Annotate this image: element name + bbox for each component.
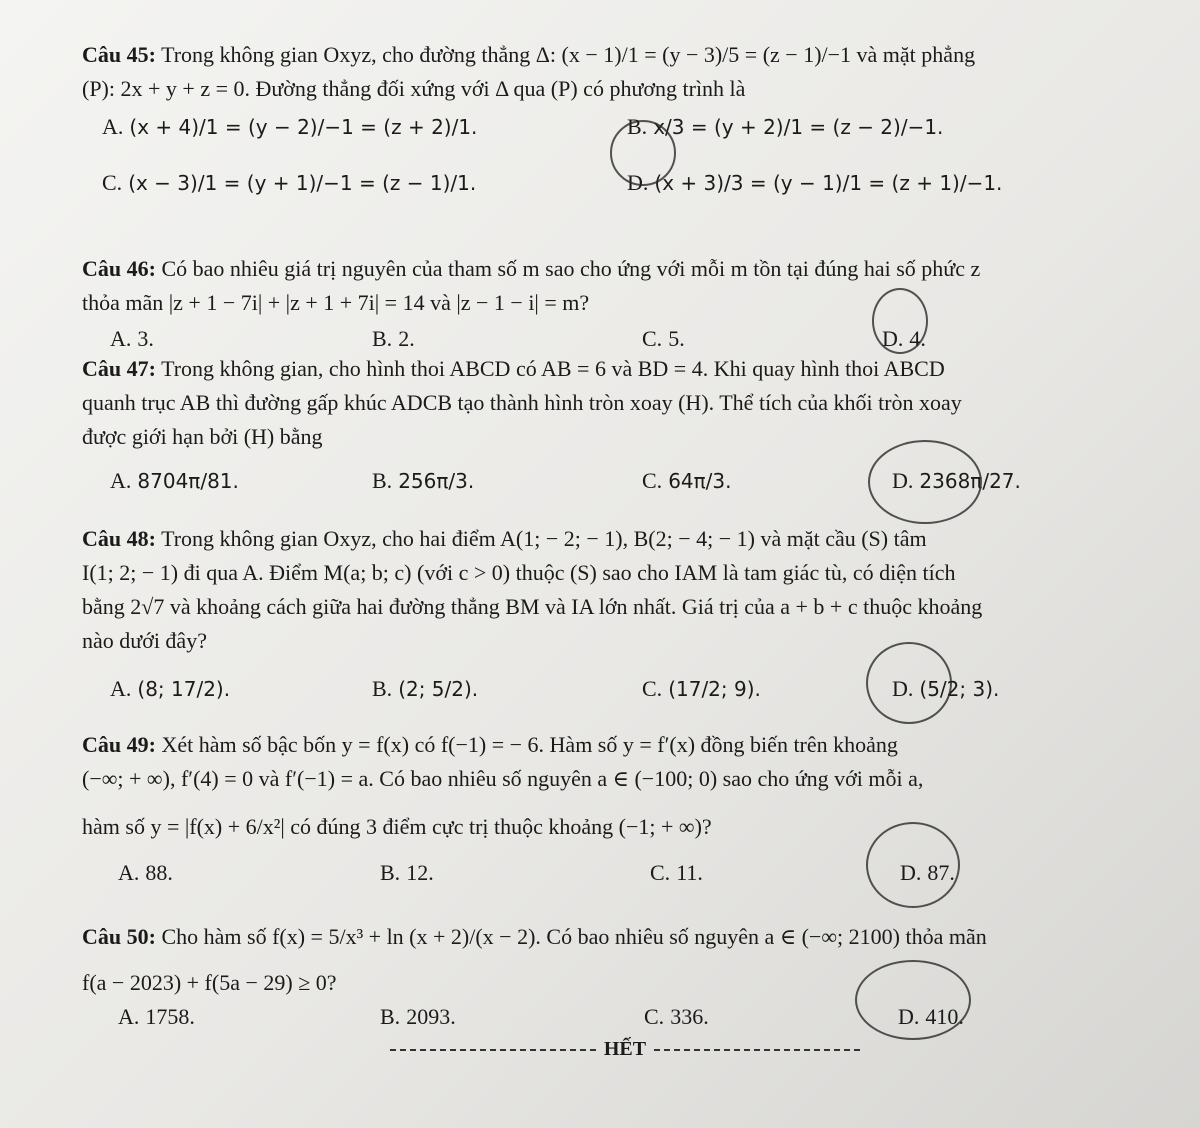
question-46 bbox=[82, 252, 1140, 360]
question-45 bbox=[82, 38, 1140, 222]
question-text: nào dưới đây? bbox=[82, 628, 207, 653]
question-text: Xét hàm số bậc bốn y = f(x) có f(−1) = − 6. Hàm số y = f′(x) đồng biến trên khoảng bbox=[161, 732, 898, 757]
option-b[interactable]: B. 12. bbox=[380, 860, 434, 885]
option-d[interactable]: D. 410. bbox=[898, 1004, 964, 1029]
question-text: I(1; 2; − 1) đi qua A. Điểm M(a; b; c) (với c > 0) thuộc (S) sao cho IAM là tam giác tù, có diện tích bbox=[82, 560, 956, 585]
option-b[interactable]: B. 2. bbox=[372, 326, 415, 351]
question-50 bbox=[82, 920, 1140, 1038]
question-label: Câu 49: bbox=[82, 732, 156, 757]
option-d[interactable]: D. 87. bbox=[900, 860, 955, 885]
question-47 bbox=[82, 352, 1140, 520]
divider bbox=[390, 1049, 596, 1051]
option-a[interactable]: A. 88. bbox=[118, 860, 173, 885]
option-a[interactable]: A. (x + 4)/1 = (y − 2)/−1 = (z + 2)/1. bbox=[102, 114, 478, 139]
question-label: Câu 46: bbox=[82, 256, 156, 281]
question-text: thỏa mãn |z + 1 − 7i| + |z + 1 + 7i| = 14 và |z − 1 − i| = m? bbox=[82, 290, 590, 315]
answer-mark-circle bbox=[866, 642, 952, 724]
option-d[interactable]: D. 2368π/27. bbox=[892, 468, 1021, 493]
answer-mark-circle bbox=[868, 440, 982, 524]
question-text: f(a − 2023) + f(5a − 29) ≥ 0? bbox=[82, 970, 337, 995]
end-marker bbox=[390, 1038, 860, 1061]
option-a[interactable]: A. 3. bbox=[110, 326, 154, 351]
option-b[interactable]: B. (2; 5/2). bbox=[372, 676, 479, 701]
option-d[interactable]: D. (5/2; 3). bbox=[892, 676, 1000, 701]
option-d[interactable]: D. 4. bbox=[882, 326, 926, 351]
option-c[interactable]: C. (17/2; 9). bbox=[642, 676, 761, 701]
options-row bbox=[82, 166, 1140, 222]
question-text: Trong không gian, cho hình thoi ABCD có AB = 6 và BD = 4. Khi quay hình thoi ABCD bbox=[161, 356, 945, 381]
answer-mark-circle bbox=[855, 960, 971, 1040]
option-b[interactable]: B. 256π/3. bbox=[372, 468, 475, 493]
question-text: (P): 2x + y + z = 0. Đường thẳng đối xứng với Δ qua (P) có phương trình là bbox=[82, 76, 746, 101]
option-d[interactable]: D. (x + 3)/3 = (y − 1)/1 = (z + 1)/−1. bbox=[627, 170, 1003, 195]
divider bbox=[654, 1049, 860, 1051]
option-a[interactable]: A. 1758. bbox=[118, 1004, 195, 1029]
question-text: Trong không gian Oxyz, cho hai điểm A(1; − 2; − 1), B(2; − 4; − 1) và mặt cầu (S) tâm bbox=[161, 526, 927, 551]
question-48 bbox=[82, 522, 1140, 728]
question-label: Câu 47: bbox=[82, 356, 156, 381]
options-row bbox=[82, 672, 1140, 728]
question-49 bbox=[82, 728, 1140, 894]
option-c[interactable]: C. 5. bbox=[642, 326, 685, 351]
answer-mark-circle bbox=[866, 822, 960, 908]
options-row bbox=[82, 464, 1140, 520]
answer-mark-circle bbox=[872, 288, 928, 354]
end-label: HẾT bbox=[603, 1038, 647, 1060]
options-row bbox=[82, 856, 1140, 894]
question-label: Câu 48: bbox=[82, 526, 156, 551]
option-c[interactable]: C. 11. bbox=[650, 860, 703, 885]
option-c[interactable]: C. 64π/3. bbox=[642, 468, 732, 493]
option-c[interactable]: C. (x − 3)/1 = (y + 1)/−1 = (z − 1)/1. bbox=[102, 170, 477, 195]
question-text: hàm số y = |f(x) + 6/x²| có đúng 3 điểm cực trị thuộc khoảng (−1; + ∞)? bbox=[82, 814, 712, 839]
answer-mark-circle bbox=[610, 120, 676, 186]
options-row bbox=[82, 1000, 1140, 1038]
question-text: Có bao nhiêu giá trị nguyên của tham số m sao cho ứng với mỗi m tồn tại đúng hai số phức z bbox=[161, 256, 981, 281]
option-a[interactable]: A. 8704π/81. bbox=[110, 468, 239, 493]
question-text: quanh trục AB thì đường gấp khúc ADCB tạo thành hình tròn xoay (H). Thể tích của khối tròn xoay bbox=[82, 390, 962, 415]
question-label: Câu 45: bbox=[82, 42, 156, 67]
question-text: (−∞; + ∞), f′(4) = 0 và f′(−1) = a. Có bao nhiêu số nguyên a ∈ (−100; 0) sao cho ứng với mỗi a, bbox=[82, 766, 924, 791]
option-c[interactable]: C. 336. bbox=[644, 1004, 709, 1029]
question-text: được giới hạn bởi (H) bằng bbox=[82, 424, 323, 449]
question-label: Câu 50: bbox=[82, 924, 156, 949]
option-b[interactable]: B. x/3 = (y + 2)/1 = (z − 2)/−1. bbox=[627, 114, 944, 139]
question-text: Cho hàm số f(x) = 5/x³ + ln (x + 2)/(x − 2). Có bao nhiêu số nguyên a ∈ (−∞; 2100) thỏa mãn bbox=[161, 924, 987, 949]
option-b[interactable]: B. 2093. bbox=[380, 1004, 456, 1029]
question-text: bằng 2√7 và khoảng cách giữa hai đường thẳng BM và IA lớn nhất. Giá trị của a + b + c thuộc khoảng bbox=[82, 594, 983, 619]
option-a[interactable]: A. (8; 17/2). bbox=[110, 676, 231, 701]
question-text: Trong không gian Oxyz, cho đường thẳng Δ: (x − 1)/1 = (y − 3)/5 = (z − 1)/−1 và mặt phẳng bbox=[161, 42, 976, 67]
